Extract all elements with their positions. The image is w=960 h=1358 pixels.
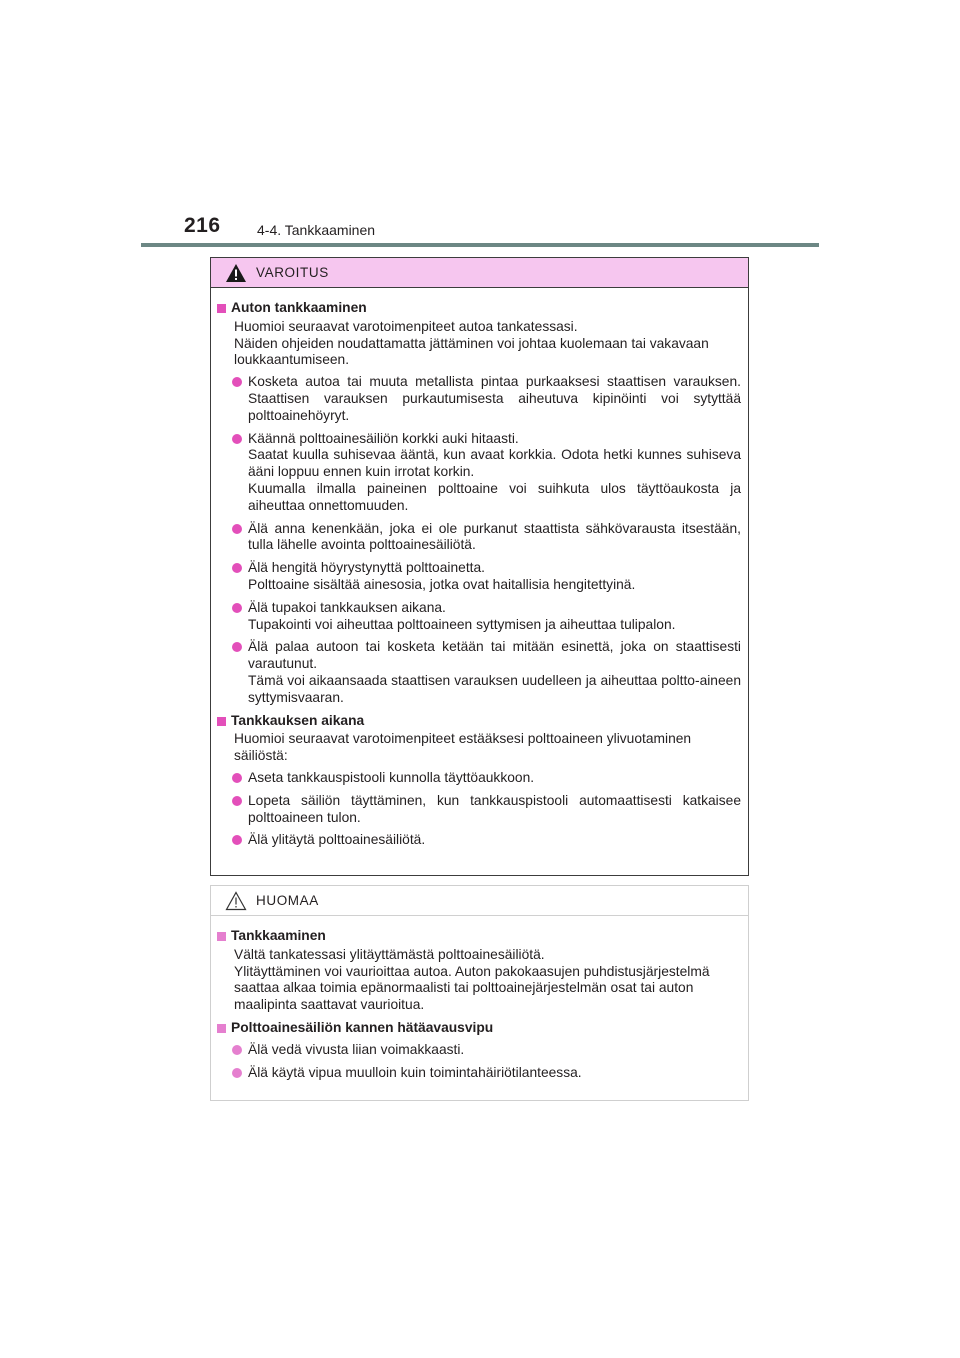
warning-triangle-icon [225, 263, 247, 283]
circle-bullet-icon [232, 434, 242, 444]
list-item-line: Lopeta säiliön täyttäminen, kun tankkauspistooli automaattisesti katkaisee polttoaineen tulon. [248, 792, 741, 825]
list-item-line: Tämä voi aikaansaada staattisen varauksen uudelleen ja aiheuttaa poltto-aineen syttymisvaaran. [248, 672, 741, 705]
circle-bullet-icon [232, 835, 242, 845]
list-item-text [248, 1042, 741, 1059]
list-item [232, 560, 741, 594]
section-intro [217, 947, 741, 1014]
list-item [232, 600, 741, 634]
list-item-line: Polttoaine sisältää ainesosia, jotka ovat haitallisia hengitettyinä. [248, 576, 636, 592]
intro-paragraph: Huomioi seuraavat varotoimenpiteet estääksesi polttoaineen ylivuotaminen säiliöstä: [234, 731, 692, 764]
section-heading [217, 713, 741, 730]
circle-bullet-icon [232, 796, 242, 806]
bullet-list [217, 770, 741, 849]
list-item [232, 431, 741, 515]
list-item-text [248, 770, 741, 787]
header-rule [141, 243, 819, 247]
section-title-text: Polttoainesäiliön kannen hätäavausvipu [231, 1019, 494, 1035]
list-item-line: Kuumalla ilmalla paineinen polttoaine voi suihkuta ulos täyttöaukosta ja aiheuttaa onnettomuuden. [248, 480, 741, 513]
intro-paragraph: Vältä tankatessasi ylitäyttämästä polttoainesäiliötä. [234, 946, 545, 962]
warning-label: VAROITUS [256, 265, 329, 280]
list-item-text [248, 431, 741, 515]
circle-bullet-icon [232, 1045, 242, 1055]
list-item-line: Kosketa autoa tai muuta metallista pintaa purkaaksesi staattisen varauksen. Staattisen varauksen purkautumisesta aiheutuva kipinöinti voi sytyttää polttoainehöyryt. [248, 374, 741, 423]
section-title-text: Tankkauksen aikana [231, 712, 365, 728]
section-heading [217, 300, 741, 317]
section-intro [217, 319, 741, 369]
list-item-line: Älä ylitäytä polttoainesäiliötä. [248, 832, 426, 848]
list-item-line: Älä käytä vipua muulloin kuin toimintahäiriötilanteessa. [248, 1064, 582, 1080]
warning-body [211, 288, 748, 849]
circle-bullet-icon [232, 773, 242, 783]
notice-body [211, 916, 748, 1081]
section-heading [217, 928, 741, 945]
warning-box [210, 257, 749, 876]
square-bullet-icon [217, 304, 226, 313]
list-item-line: Älä palaa autoon tai kosketa ketään tai mitään esinettä, joka on staattisesti varautunut. [248, 639, 741, 672]
list-item [232, 832, 741, 849]
square-bullet-icon [217, 717, 226, 726]
list-item [232, 521, 741, 555]
list-item-line: Älä vedä vivusta liian voimakkaasti. [248, 1041, 465, 1057]
notice-header [211, 886, 748, 916]
list-item-text [248, 560, 741, 594]
list-item [232, 1065, 741, 1082]
list-item-line: Älä anna kenenkään, joka ei ole purkanut staattista sähkövarausta itsestään, tulla lähelle avointa polttoainesäiliötä. [248, 520, 741, 553]
circle-bullet-icon [232, 603, 242, 613]
list-item-line: Saatat kuulla suhisevaa ääntä, kun avaat korkkia. Odota hetki kunnes suhiseva ääni loppuu ennen kuin irrotat korkin. [248, 447, 741, 480]
section-title: 4-4. Tankkaaminen [257, 222, 376, 238]
list-item-line: Tupakointi voi aiheuttaa polttoaineen syttymisen ja aiheuttaa tulipalon. [248, 616, 676, 632]
square-bullet-icon [217, 932, 226, 941]
section-intro [217, 731, 741, 765]
bullet-list [217, 374, 741, 706]
list-item-text [248, 374, 741, 424]
intro-paragraph: Näiden ohjeiden noudattamatta jättäminen voi johtaa kuolemaan tai vakavaan loukkaantumiseen. [234, 335, 709, 368]
bullet-list [217, 1042, 741, 1082]
list-item-line: Käännä polttoainesäiliön korkki auki hitaasti. [248, 430, 519, 446]
list-item-line: Aseta tankkauspistooli kunnolla täyttöaukkoon. [248, 769, 535, 785]
list-item-text [248, 521, 741, 555]
list-item [232, 770, 741, 787]
circle-bullet-icon [232, 642, 242, 652]
intro-paragraph: Huomioi seuraavat varotoimenpiteet autoa tankatessasi. [234, 318, 578, 334]
circle-bullet-icon [232, 377, 242, 387]
notice-box [210, 885, 749, 1101]
list-item-text [248, 832, 741, 849]
caution-triangle-outline-icon [225, 891, 247, 911]
list-item-text [248, 1065, 741, 1082]
intro-paragraph: Ylitäyttäminen voi vaurioittaa autoa. Auton pakokaasujen puhdistusjärjestelmä saattaa alkaa toimia epänormaalisti tai polttoainejärjestelmän osat tai auton maalipinta saattavat vaurioitua. [234, 963, 710, 1013]
circle-bullet-icon [232, 563, 242, 573]
page-number: 216 [184, 214, 221, 237]
circle-bullet-icon [232, 524, 242, 534]
list-item-text [248, 600, 741, 634]
square-bullet-icon [217, 1024, 226, 1033]
list-item [232, 374, 741, 424]
notice-label: HUOMAA [256, 893, 319, 908]
list-item-text [248, 793, 741, 827]
list-item-line: Älä tupakoi tankkauksen aikana. [248, 599, 446, 615]
circle-bullet-icon [232, 1068, 242, 1078]
list-item-line: Älä hengitä höyrystynyttä polttoainetta. [248, 560, 485, 576]
warning-header [211, 258, 748, 288]
section-title-text: Auton tankkaaminen [231, 300, 367, 315]
list-item [232, 1042, 741, 1059]
list-item-text [248, 639, 741, 706]
list-item [232, 639, 741, 706]
list-item [232, 793, 741, 827]
section-heading [217, 1020, 741, 1037]
section-title-text: Tankkaaminen [231, 928, 326, 943]
